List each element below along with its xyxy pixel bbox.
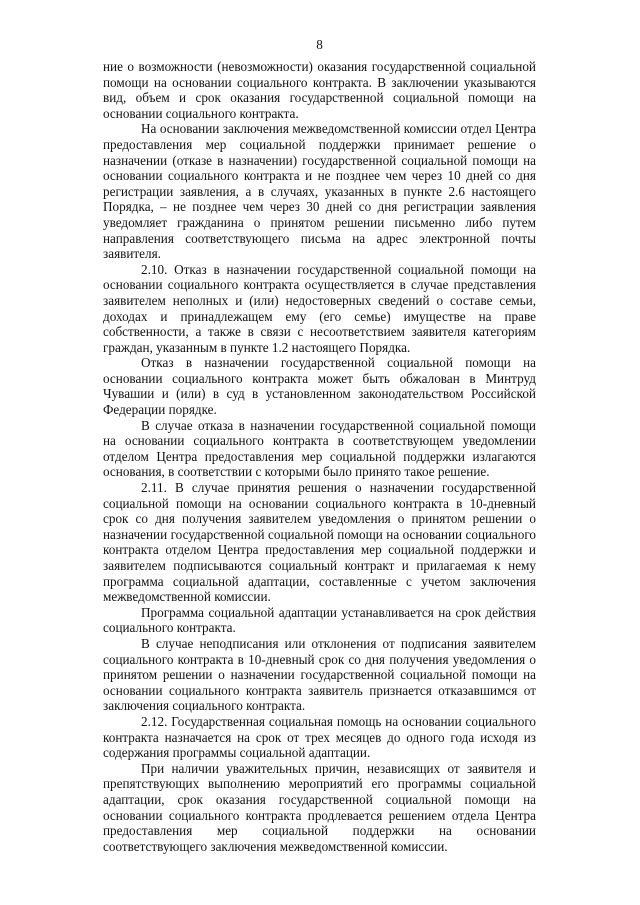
paragraph-3: 2.10. Отказ в назначении государственной социальной помощи на основании социального контракта осуществляется в случае представления заявителем неполных и (или) недостоверных сведений о составе семьи, доходах и принадлежащем ему (его семье) имуществе на праве собственности, а также в связи с несоответствием заявителя категориям граждан, указанным в пункте 1.2 настоящего Порядка.: [103, 261, 536, 355]
paragraph-1: ние о возможности (невозможности) оказания государственной социальной помощи на основании социального контракта. В заключении указываются вид, объем и срок оказания государственной социальной помощи на основании социального контракта.: [103, 59, 536, 121]
paragraph-2: На основании заключения межведомственной комиссии отдел Центра предоставления мер социальной поддержки принимает решение о назначении (отказе в назначении) государственной социальной помощи на основании социального контракта и не позднее чем через 10 дней со дня регистрации заявления, а в случаях, указанных в пункте 2.6 настоящего Порядка, – не позднее чем через 30 дней со дня регистрации заявления уведомляет гражданина о принятом решении письменно либо путем направления соответствующего письма на адрес электронной почты заявителя.: [103, 121, 536, 262]
paragraph-8: В случае неподписания или отклонения от подписания заявителем социального контракта в 10-дневный срок со дня получения уведомления о принятом решении о назначении государственной социальной помощи на основании социального контракта заявитель признается отказавшимся от заключения социального контракта.: [103, 635, 536, 714]
paragraph-4: Отказ в назначении государственной социальной помощи на основании социального контракта может быть обжалован в Минтруд Чувашии и (или) в суд в установленном законодательством Российской Федерации порядке.: [103, 355, 536, 418]
paragraph-10: При наличии уважительных причин, независящих от заявителя и препятствующих выполнению мероприятий его программы социальной адаптации, срок оказания государственной социальной помощи на основании социального контракта продлевается решением отдела Центра предоставления мер социальной поддержки на основании соответствующего заключения межведомственной комиссии.: [103, 760, 536, 854]
paragraph-9: 2.12. Государственная социальная помощь на основании социального контракта назначается на срок от трех месяцев до одного года исходя из содержания программы социальной адаптации.: [103, 713, 536, 761]
paragraph-5: В случае отказа в назначении государственной социальной помощи на основании социального контракта в соответствующем уведомлении отделом Центра предоставления мер социальной поддержки излагаются основания, в соответствии с которыми было принято такое решение.: [103, 417, 536, 480]
page-number: 8: [316, 37, 323, 52]
paragraph-6: 2.11. В случае принятия решения о назначении государственной социальной помощи на основании социального контракта в 10-дневный срок со дня получения заявителем уведомления о принятом решении о назначении государственной социальной помощи на основании социального контракта отделом Центра предоставления мер социальной поддержки и заявителем подписываются социальный контракт и прилагаемая к нему программа социальной адаптации, составленные с учетом заключения межведомственной комиссии.: [103, 480, 536, 605]
paragraph-7: Программа социальной адаптации устанавливается на срок действия социального контракта.: [103, 604, 536, 636]
document-body: [103, 59, 536, 854]
